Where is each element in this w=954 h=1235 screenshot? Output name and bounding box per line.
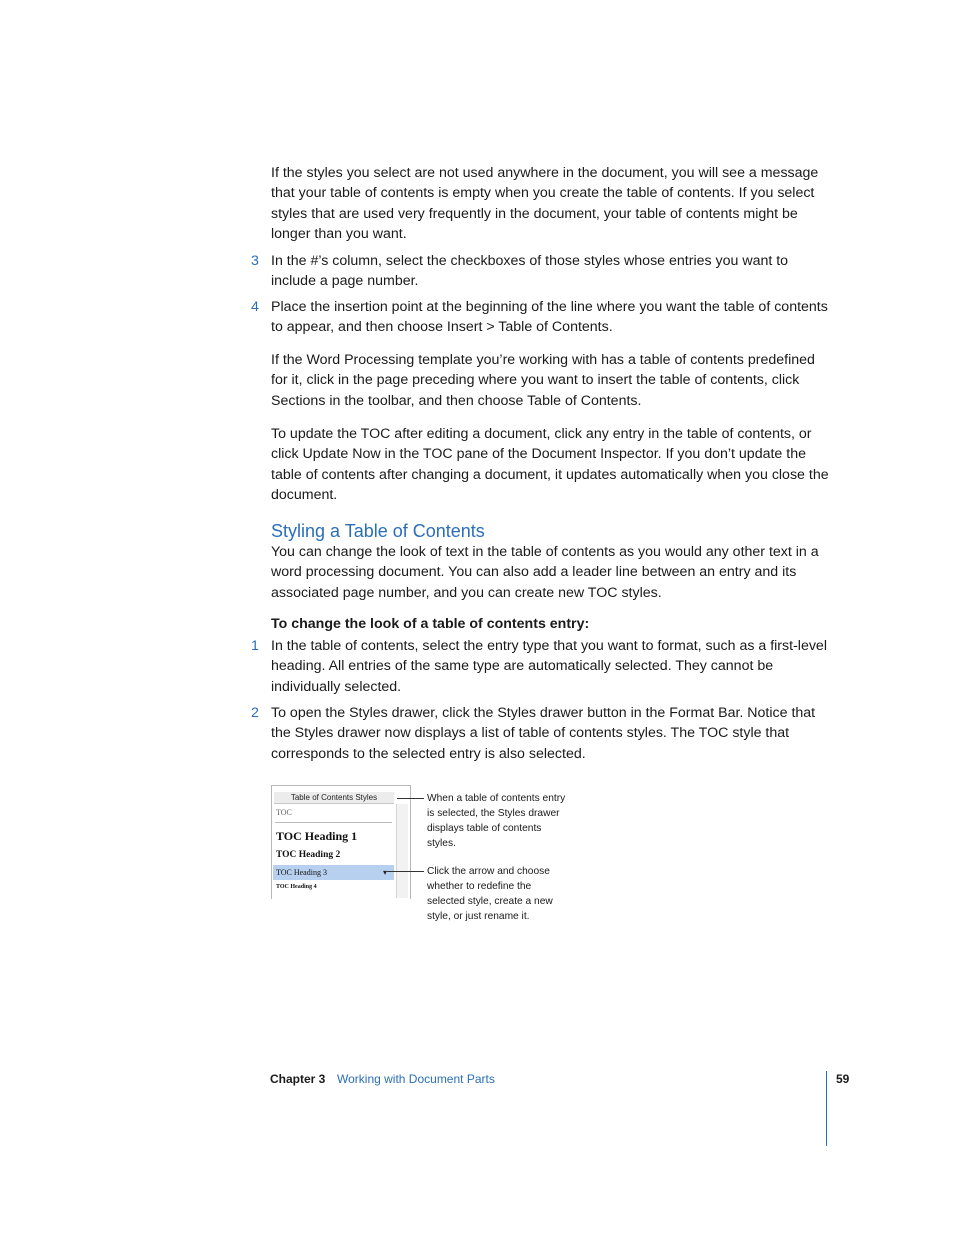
step-number: 4 [251,299,259,315]
style-item-toc-heading-1[interactable]: TOC Heading 1 [276,829,358,843]
style-item-toc-heading-3[interactable]: TOC Heading 3 [276,868,327,877]
callout-leader-2 [387,871,424,872]
style-item-toc-heading-4[interactable]: TOC Heading 4 [276,884,317,890]
style-item-toc-heading-2[interactable]: TOC Heading 2 [276,850,341,860]
style-item-toc[interactable]: TOC [276,808,292,817]
step-text: In the #’s column, select the checkboxes of those styles whose entries you want to include a page number. [271,253,789,290]
section-heading: Styling a Table of Contents [271,521,485,541]
step-number: 1 [251,638,259,654]
footer-rule [826,1071,827,1146]
step-text: In the table of contents, select the entry type that you want to format, such as a first-level heading. All entries of the same type are automatically selected. They cannot be individually selected. [271,638,827,695]
step-2 [251,703,831,764]
step-number: 3 [251,253,259,269]
intro-paragraph: If the styles you select are not used anywhere in the document, you will see a message that your table of contents is empty when you create the table of contents. If you select styles that are used very frequently in the document, your table of contents might be longer than you want. [271,165,819,242]
divider [275,822,392,823]
styles-drawer-figure [271,785,411,899]
task-heading: To change the look of a table of contents entry: [271,616,590,632]
footer-chapter-title: Working with Document Parts [337,1072,495,1086]
step-text: To open the Styles drawer, click the Styles drawer button in the Format Bar. Notice that the Styles drawer now displays a list of table of contents styles. The TOC style that corresponds to the selected entry is also selected. [271,705,816,762]
step-text: Place the insertion point at the beginning of the line where you want the table of contents to appear, and then choose Insert > Table of Contents. [271,299,828,336]
update-paragraph: To update the TOC after editing a document, click any entry in the table of contents, or click Update Now in the TOC pane of the Document Inspector. If you don’t update the table of contents after changing a document, it updates automatically when you close the document. [271,426,829,503]
style-menu-arrow-icon[interactable]: ▾ [383,868,388,877]
footer-chapter: Chapter 3 [270,1072,326,1086]
styles-drawer-header: Table of Contents Styles [274,792,394,804]
styling-paragraph: You can change the look of text in the table of contents as you would any other text in a word processing document. You can also add a leader line between an entry and its associated page number, and you can create new TOC styles. [271,544,819,601]
step-number: 2 [251,705,259,721]
callout-leader-1 [397,798,424,799]
template-paragraph: If the Word Processing template you’re working with has a table of contents predefined for it, click in the page preceding where you want to insert the table of contents, click Sections in the toolbar, and then choose Table of Contents. [271,352,815,409]
styles-drawer-scrollbar[interactable] [396,804,408,898]
page-number: 59 [836,1072,850,1086]
step-4 [251,297,831,338]
step-3 [251,251,831,292]
callout-text-2: Click the arrow and choose whether to redefine the selected style, create a new style, or just rename it. [427,866,553,922]
callout-text-1: When a table of contents entry is selected, the Styles drawer displays table of contents styles. [427,793,566,849]
step-1 [251,636,831,697]
